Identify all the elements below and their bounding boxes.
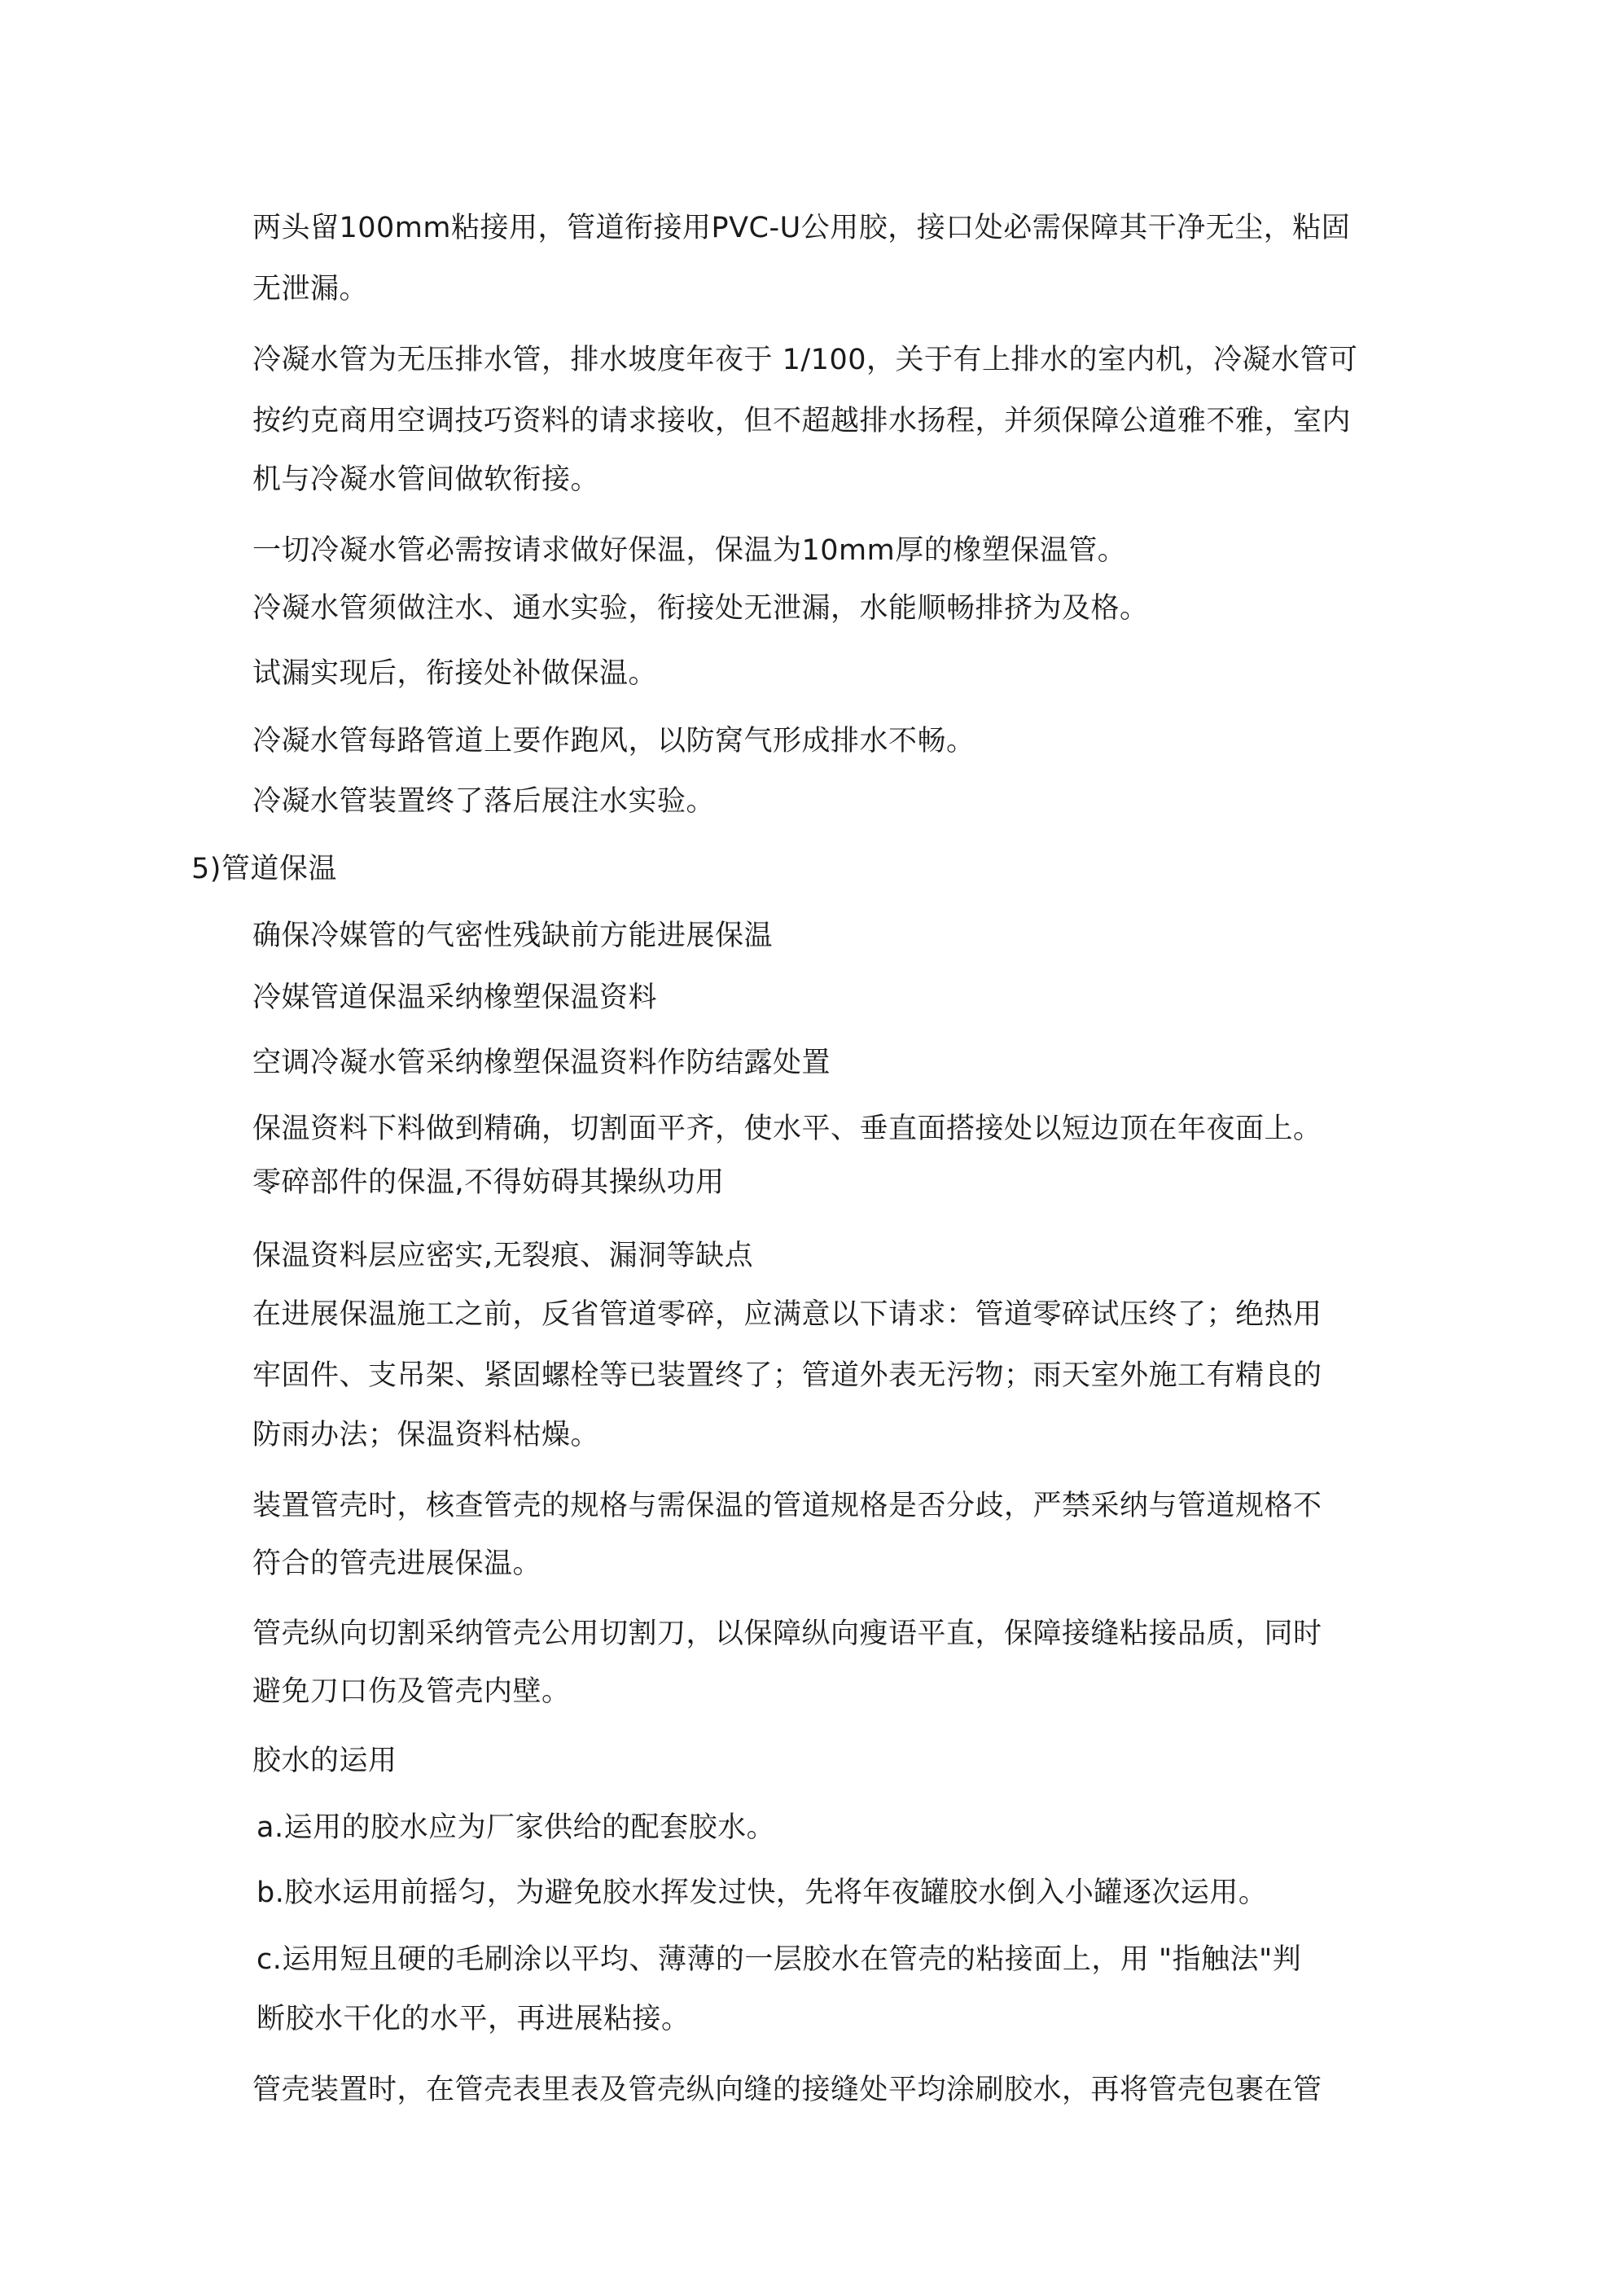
text-line: 符合的管壳进展保温。: [252, 1547, 542, 1580]
text-line: 冷凝水管须做注水、通水实验，衔接处无泄漏，水能顺畅排挤为及格。: [252, 592, 1149, 625]
text-line: 在进展保温施工之前，反省管道零碎，应满意以下请求：管道零碎试压终了；绝热用: [252, 1298, 1322, 1331]
list-item: b.胶水运用前摇匀，为避免胶水挥发过快，先将年夜罐胶水倒入小罐逐次运用。: [256, 1877, 1268, 1909]
text-line: 机与冷凝水管间做软衔接。: [252, 463, 600, 496]
text-line: 冷凝水管装置终了落后展注水实验。: [252, 785, 716, 818]
text-line: 试漏实现后，衔接处补做保温。: [252, 657, 658, 690]
text-line: 无泄漏。: [252, 273, 369, 305]
text-line: 零碎部件的保温,不得妨碍其操纵功用: [252, 1166, 725, 1199]
text-line: 牢固件、支吊架、紧固螺栓等已装置终了；管道外表无污物；雨天室外施工有精良的: [252, 1359, 1322, 1392]
text-line: 避免刀口伤及管壳内壁。: [252, 1675, 571, 1708]
list-item: c.运用短且硬的毛刷涂以平均、薄薄的一层胶水在管壳的粘接面上，用 "指触法"判: [256, 1943, 1302, 1976]
text-line: 防雨办法；保温资料枯燥。: [252, 1419, 600, 1451]
text-line: 按约克商用空调技巧资料的请求接收，但不超越排水扬程，并须保障公道雅不雅，室内: [252, 405, 1352, 437]
text-line: 管壳装置时，在管壳表里表及管壳纵向缝的接缝处平均涂刷胶水，再将管壳包裹在管: [252, 2074, 1322, 2106]
text-line: 两头留100mm粘接用，管道衔接用PVC-U公用胶，接口处必需保障其干净无尘，粘固: [252, 212, 1351, 244]
text-line: 冷媒管道保温采纳橡塑保温资料: [252, 981, 658, 1014]
text-line: 保温资料层应密实,无裂痕、漏洞等缺点: [252, 1240, 754, 1272]
section-heading: 5)管道保温: [191, 853, 337, 885]
text-line: 断胶水干化的水平，再进展粘接。: [256, 2003, 690, 2035]
text-line: 胶水的运用: [252, 1745, 397, 1777]
list-item: a.运用的胶水应为厂家供给的配套胶水。: [256, 1811, 776, 1844]
text-line: 管壳纵向切割采纳管壳公用切割刀，以保障纵向瘦语平直，保障接缝粘接品质，同时: [252, 1618, 1322, 1650]
text-line: 保温资料下料做到精确，切割面平齐，使水平、垂直面搭接处以短边顶在年夜面上。: [252, 1113, 1322, 1145]
text-line: 一切冷凝水管必需按请求做好保温，保温为10mm厚的橡塑保温管。: [252, 534, 1127, 567]
text-line: 空调冷凝水管采纳橡塑保温资料作防结露处置: [252, 1047, 831, 1079]
text-line: 冷凝水管为无压排水管，排水坡度年夜于 1/100，关于有上排水的室内机，冷凝水管可: [252, 344, 1358, 376]
text-line: 确保冷媒管的气密性残缺前方能进展保温: [252, 920, 774, 952]
text-line: 冷凝水管每路管道上要作跑风，以防窝气形成排水不畅。: [252, 725, 975, 757]
text-line: 装置管壳时，核查管壳的规格与需保温的管道规格是否分歧，严禁采纳与管道规格不: [252, 1490, 1322, 1522]
